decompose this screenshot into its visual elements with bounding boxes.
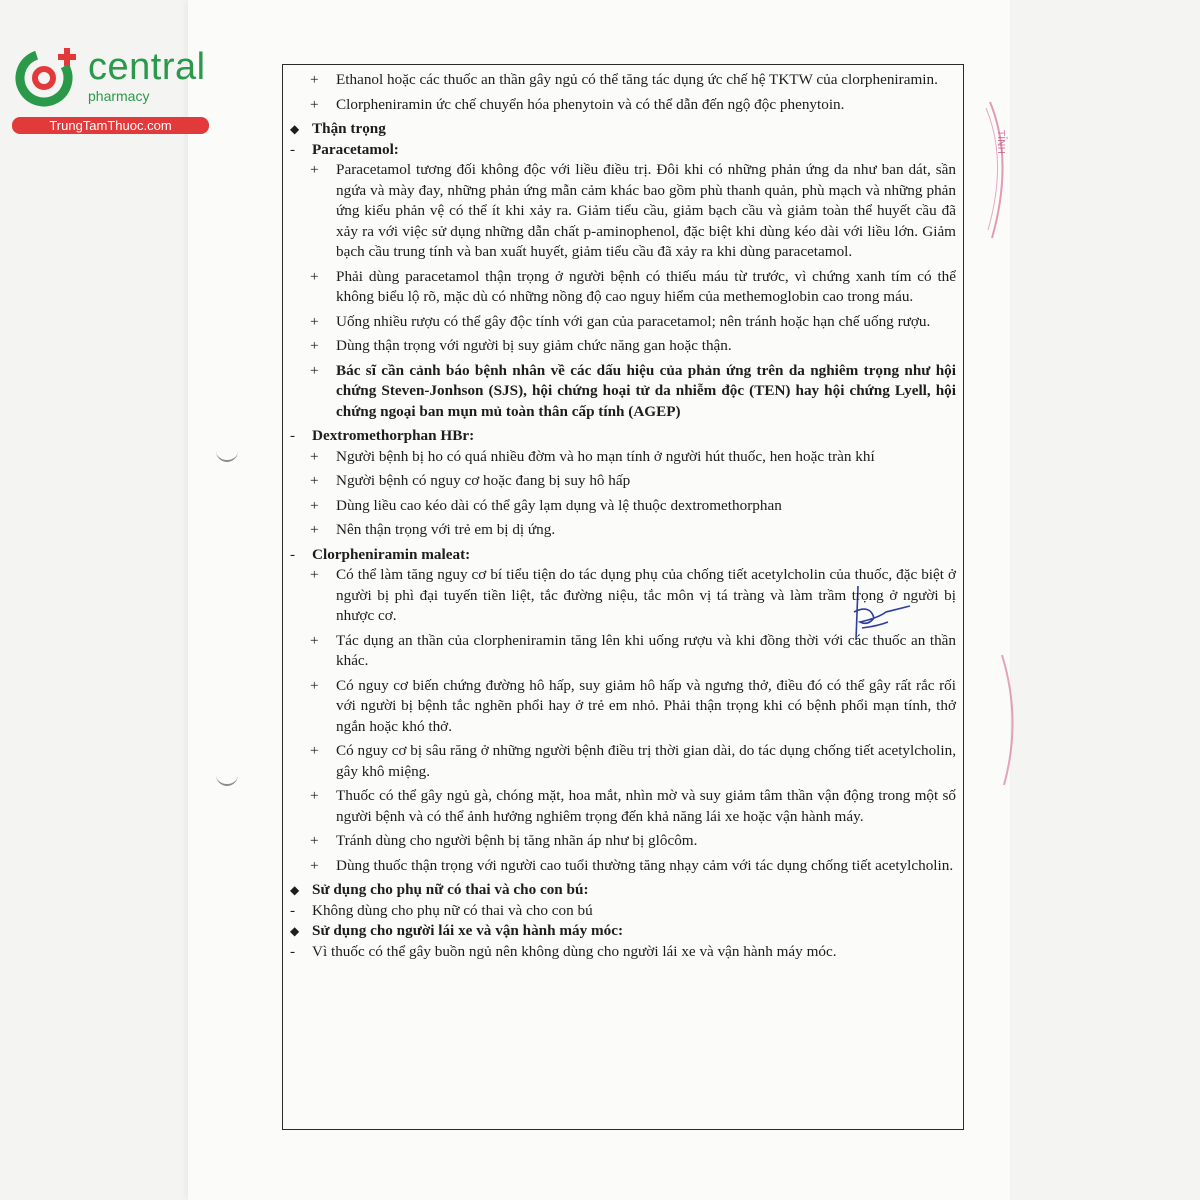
subsection-heading — [290, 426, 956, 447]
item-text: Có nguy cơ bị sâu răng ở những người bệnh điều trị thời gian dài, do tác dụng chống tiết acetylcholin, gây khô miệng. — [336, 742, 956, 780]
item-text: Có thể làm tăng nguy cơ bí tiểu tiện do tác dụng phụ của chống tiết acetylcholin của thuốc, đặc biệt ở người bị phì đại tuyến tiền liệt, tắc đường niệu, tắc môn vị tá tràng và làm trầm trọng ở người bị nhược cơ. — [336, 566, 956, 624]
section-heading — [290, 921, 956, 942]
item-text: Tránh dùng cho người bệnh bị tăng nhãn áp như bị glôcôm. — [336, 832, 698, 849]
plus-bullet-icon: + — [310, 742, 319, 759]
item-text: Sử dụng cho phụ nữ có thai và cho con bú: — [312, 881, 589, 898]
plus-bullet-icon: + — [310, 787, 319, 804]
bullet-item — [290, 631, 956, 672]
item-text: Nên thận trọng với trẻ em bị dị ứng. — [336, 521, 556, 538]
plus-bullet-icon: + — [310, 312, 319, 330]
item-text: Sử dụng cho người lái xe và vận hành máy móc: — [312, 922, 624, 939]
item-text: Clorpheniramin maleat: — [312, 545, 471, 563]
plus-bullet-icon: + — [310, 676, 319, 694]
plus-bullet-icon: + — [310, 337, 319, 354]
bullet-item — [290, 267, 956, 308]
plus-bullet-icon: + — [310, 566, 319, 583]
plus-bullet-icon: + — [310, 361, 319, 379]
item-text: Dùng thận trọng với người bị suy giảm chức năng gan hoặc thận. — [336, 337, 732, 354]
item-text: Thận trọng — [312, 120, 386, 137]
bullet-item — [290, 856, 956, 877]
bullet-item — [290, 565, 956, 627]
bullet-item — [290, 496, 956, 517]
logo-url-badge[interactable]: TrungTamThuoc.com — [12, 117, 209, 134]
bullet-item — [290, 520, 956, 541]
plus-bullet-icon: + — [310, 447, 319, 465]
plus-bullet-icon: + — [310, 161, 319, 178]
subsection-heading — [290, 545, 956, 566]
diamond-bullet-icon: ◆ — [290, 122, 300, 136]
item-text: Dùng thuốc thận trọng với người cao tuổi thường tăng nhạy cảm với tác dụng chống tiết acetylcholin. — [336, 856, 954, 874]
bullet-item — [290, 70, 956, 91]
dash-bullet-icon: - — [290, 942, 296, 960]
item-text: Vì thuốc có thể gây buồn ngủ nên không dùng cho người lái xe và vận hành máy móc. — [312, 942, 837, 960]
logo-subtitle: pharmacy — [88, 88, 150, 104]
item-text: Thuốc có thể gây ngủ gà, chóng mặt, hoa mắt, nhìn mờ và suy giảm tâm thần vận động trong một số người bệnh và có thể ảnh hưởng nghiêm trọng đến khả năng lái xe hoặc vận hành máy. — [336, 787, 956, 825]
plus-bullet-icon: + — [310, 521, 319, 538]
plus-bullet-icon: + — [310, 267, 319, 285]
item-text: Paracetamol: — [312, 140, 399, 158]
plus-bullet-icon: + — [310, 856, 319, 874]
bullet-item — [290, 676, 956, 738]
item-text: Ethanol hoặc các thuốc an thần gây ngủ có thể tăng tác dụng ức chế hệ TKTW của clorpheniramin. — [336, 71, 938, 88]
plus-bullet-icon: + — [310, 496, 319, 514]
plus-bullet-icon: + — [310, 95, 319, 113]
item-text: Tác dụng an thần của clorpheniramin tăng lên khi uống rượu và khi đồng thời với các thuốc an thần khác. — [336, 631, 956, 669]
plus-bullet-icon: + — [310, 472, 319, 489]
plus-bullet-icon: + — [310, 631, 319, 649]
logo-name: central — [88, 46, 206, 88]
document-body — [290, 70, 956, 962]
item-text: Người bệnh có nguy cơ hoặc đang bị suy hô hấp — [336, 472, 631, 489]
central-logo-mark-icon — [10, 38, 90, 118]
bullet-item — [290, 831, 956, 852]
stamp-fragment-icon — [1000, 655, 1020, 785]
bullet-item — [290, 160, 956, 263]
item-text: Clorpheniramin ức chế chuyển hóa phenytoin và có thể dẫn đến ngộ độc phenytoin. — [336, 95, 845, 113]
plus-bullet-icon: + — [310, 71, 319, 88]
bullet-item — [290, 471, 956, 492]
diamond-bullet-icon: ◆ — [290, 883, 300, 897]
subsection-heading — [290, 942, 956, 963]
item-text: Paracetamol tương đối không độc với liều điều trị. Đôi khi có những phản ứng da như ban dát, sần ngứa và mày đay, những phản ứng mẫn cảm khác bao gồm phù thanh quản, phù mạch và những phản ứng kiểu phản vệ có thể ít khi xảy ra. Giảm tiểu cầu, giảm bạch cầu và giảm toàn thể huyết cầu đã xảy ra với việc sử dụng những dẫn chất p-aminophenol, đặc biệt khi dùng kéo dài với liều lớn. Giảm bạch cầu trung tính và ban xuất huyết, giảm tiểu cầu đã xảy ra khi dùng paracetamol. — [336, 161, 956, 260]
plus-bullet-icon: + — [310, 832, 319, 849]
stamp-seal-icon — [984, 100, 1014, 240]
item-text: Uống nhiều rượu có thể gây độc tính với gan của paracetamol; nên tránh hoặc hạn chế uống rượu. — [336, 312, 931, 330]
bullet-item — [290, 312, 956, 333]
bullet-item — [290, 447, 956, 468]
bullet-item — [290, 336, 956, 357]
item-text: Phải dùng paracetamol thận trọng ở người bệnh có thiếu máu từ trước, vì chứng xanh tím có thể không biểu lộ rõ, mặc dù có những nồng độ cao nguy hiểm của methemoglobin cao trong máu. — [336, 267, 956, 305]
item-text: Dextromethorphan HBr: — [312, 427, 475, 444]
item-text: Dùng liều cao kéo dài có thể gây lạm dụng và lệ thuộc dextromethorphan — [336, 496, 782, 514]
item-text: Người bệnh bị ho có quá nhiều đờm và ho mạn tính ở người hút thuốc, hen hoặc tràn khí — [336, 447, 875, 465]
bullet-item — [290, 741, 956, 782]
bullet-item — [290, 95, 956, 116]
item-text: Bác sĩ cần cảnh báo bệnh nhân về các dấu hiệu của phản ứng trên da nghiêm trọng như hội chứng Steven-Jonhson (SJS), hội chứng hoại tử da nhiễm độc (TEN) hay hội chứng Lyell, hội chứng ngoại ban mụn mủ toàn thân cấp tính (AGEP) — [336, 361, 956, 420]
subsection-heading — [290, 140, 956, 161]
dash-bullet-icon: - — [290, 427, 296, 444]
svg-text:TỈNH: TỈNH — [995, 130, 1006, 155]
section-heading — [290, 880, 956, 901]
dash-bullet-icon: - — [290, 901, 296, 919]
bullet-item — [290, 786, 956, 827]
dash-bullet-icon: - — [290, 140, 296, 158]
item-text: Không dùng cho phụ nữ có thai và cho con bú — [312, 901, 593, 919]
item-text: Có nguy cơ biến chứng đường hô hấp, suy giảm hô hấp và ngưng thở, điều đó có thể gây rất rắc rối với người bị bệnh tắc nghẽn phổi hay ở trẻ em nhỏ. Phải thận trọng khi có bệnh phổi mạn tính, thở ngắn hoặc khó thở. — [336, 676, 956, 735]
bullet-item — [290, 361, 956, 423]
dash-bullet-icon: - — [290, 545, 296, 563]
diamond-bullet-icon: ◆ — [290, 924, 300, 938]
section-heading — [290, 119, 956, 140]
subsection-heading — [290, 901, 956, 922]
